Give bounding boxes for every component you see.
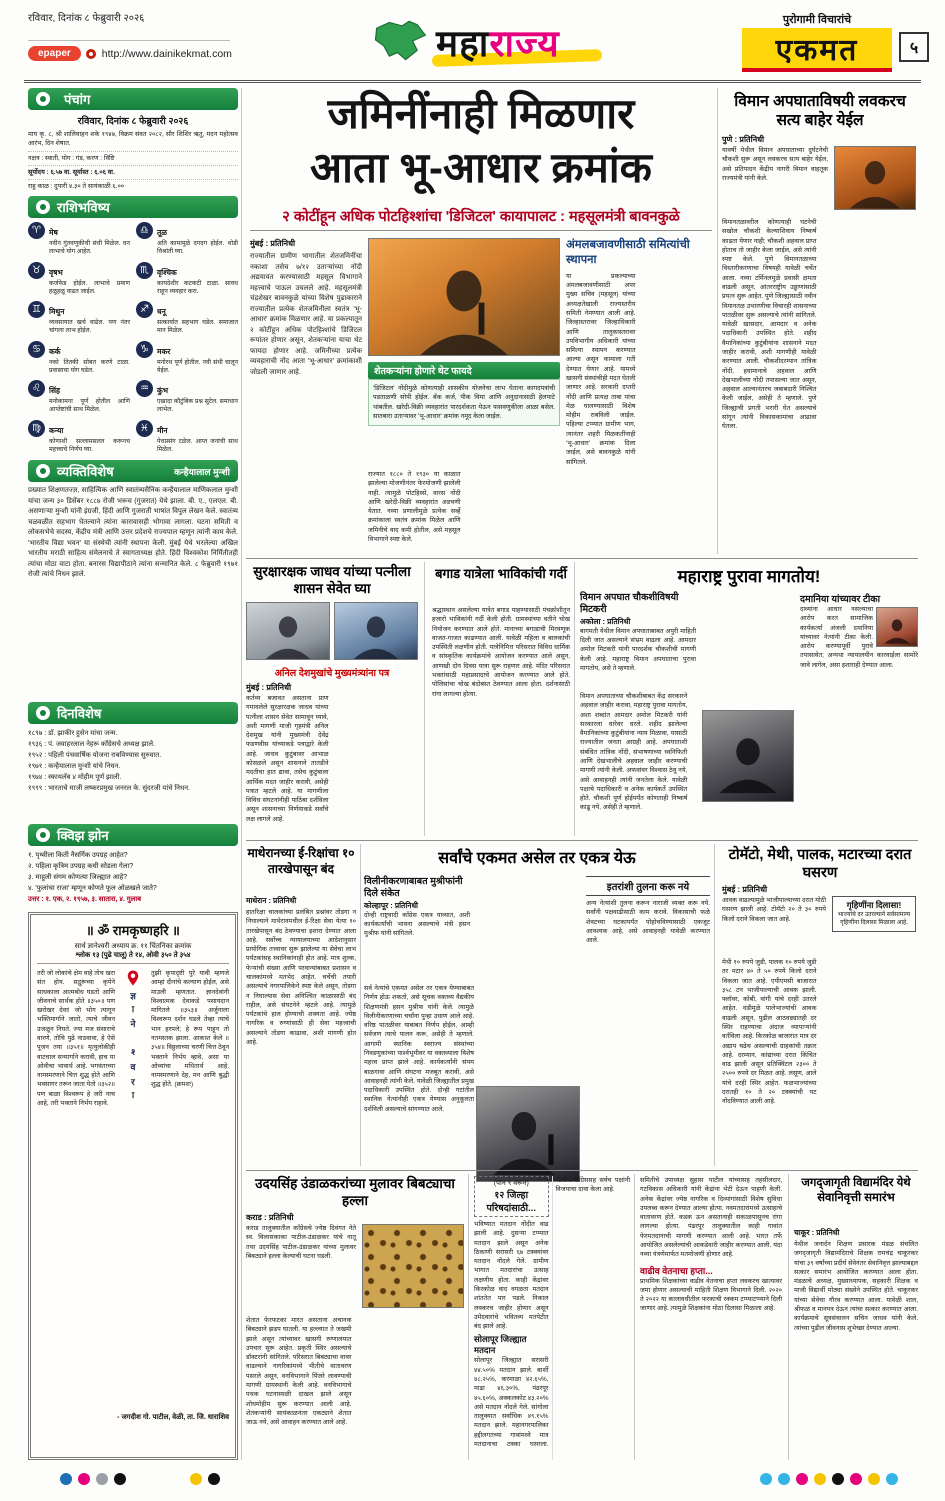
committees-body: या प्रकल्पाच्या अंमलबजावणीसाठी अपर मुख्य सचिव (महसूल) यांच्या अध्यक्षतेखाली राज्यस्तरीय समिती नेमण्यात आली आहे. जिल्हास्तरावर जिल्हाधिकारी आणि तालुकास्तरावर उपविभागीय अधिकारी यांच्या समित्या स्थापन करण्यात आल्या असून कामाला गती देण्यात येणार आहे. यामध्ये खासगी संस्थांचीही मदत घेतली जाणार आहे. सरकारी दप्तरी नोंदी आणि प्रत्यक्ष ताबा यांचा मेळ घालण्यासाठी विशेष मोहीम राबविली जाईल. पहिल्या टप्प्यात ग्रामीण भाग, त्यानंतर शहरी मिळकतींनाही 'भू-आधार' क्रमांक दिला जाईल, असे बावनकुळे यांनी सांगितले. — [566, 272, 636, 466]
quiz-answers: उत्तर : १. एक, २. १९५७, ३. सातारा, ४. गुलाब — [28, 896, 142, 904]
registration-dot — [832, 1473, 844, 1485]
matheran-headline: माथेरानच्या ई-रिक्षांचा १० तारखेपासून बंद — [247, 846, 355, 876]
dinvishesh-item: १९९९ : भारताचे माजी लष्करप्रमुख जनरल के. सुंदरजी यांचे निधन. — [28, 785, 190, 793]
dilasa-box — [832, 896, 916, 932]
bagad-headline: बगाड यात्रेला भाविकांची गर्दी — [435, 566, 567, 581]
quiz-icon — [36, 828, 50, 842]
leo-icon: ♌ — [28, 380, 45, 397]
panchang-sun-times: सूर्योदय : ६.५७ वा. सूर्यास्त : ६.०६ वा. — [28, 166, 238, 180]
dinvishesh-section-header: दिनविशेष — [28, 702, 238, 724]
reg-marks-right — [760, 1472, 904, 1490]
cm-photo — [334, 602, 418, 660]
zp-body-2: सोलापूर जिल्ह्यात सरासरी ४४.५०% मतदान झाले. बार्शी ४८.२५%, करमाळा ४२.६५%, माढा ४६.३०%, पंढरपूर ४५.६०%, अक्कलकोट ४३.२०% असे मतदान नोंदले गेले. सांगोला तालुक्यात सर्वाधिक ४९.१५% मतदान झाले. महानगरपालिका हद्दीलगतच्या गावांमध्ये मात्र मतदानाचा टक्का घसरला. भाजपा-काँग्रेससह सर्वच पक्षांनी विजयाचा दावा केला आहे. — [474, 1177, 630, 1448]
zp-sub-vetan: वाढीव वेतनाचा हप्ता... — [640, 1265, 713, 1276]
dinvishesh-item: १९३६ : पं. जवाहरलाल नेहरू काँग्रेसचे अध्यक्ष झाले. — [28, 741, 156, 749]
veg-body-top: आवक वाढल्यामुळे भाजीपाल्याच्या दरात मोठी घसरण झाली आहे. टोमॅटो २० ते ३० रुपये किलो दराने विकला जात आहे. — [722, 897, 827, 923]
plane-body-top: यावर्षी येथील विमान अपघाताच्या दुर्घटनेची चौकशी सुरू असून लवकरच सत्य बाहेर येईल, असे प्रतिपादन केंद्रीय नागरी विमान वाहतूक राज्यमंत्री यांनी केले. — [722, 147, 828, 182]
dinvishesh-item: १८९७ : डॉ. झाकीर हुसेन यांचा जन्म. — [28, 730, 118, 737]
zp-column-2 — [640, 1176, 782, 1314]
plane-speaker-photo — [834, 146, 916, 210]
pisces-icon: ♓ — [136, 420, 153, 437]
benefits-body: 'डिजिटल' नोंदीमुळे कोणत्याही शासकीय योजनेचा लाभ घेताना कागदपत्रांची पडताळणी सोपी होईल. बँक कर्ज, पीक विमा आणि अनुदानासाठी हेलपाटे थांबतील. खरेदी-विक्री व्यवहारांत पारदर्शकता येऊन फसवणुकीला आळा बसेल. सातबारा उताऱ्यावर 'भू-आधार' क्रमांक नमूद केला जाईल. — [368, 379, 560, 426]
lead-headline-line2: आता भू-आधार क्रमांक — [310, 144, 652, 191]
guard-headline: सुरक्षारक्षक जाधव यांच्या पत्नीला शासन सेवेत घ्या — [253, 564, 411, 596]
masthead-title: महाराज्य — [436, 22, 560, 64]
registration-dot — [114, 1473, 126, 1485]
guard-photos — [246, 602, 418, 660]
registration-dot — [796, 1473, 808, 1485]
purava-body: विमान अपघाताच्या चौकशीबाबत केंद्र सरकारने अहवाल जाहीर करावा, महाराष्ट्र पुरावा मागतोय, अशा शब्दांत आमदार अमोल मिटकरी यांनी सरकारला धारेवर धरले. शहीद झालेल्या वैमानिकांच्या कुटुंबीयांना न्याय मिळावा, यासाठी राज्यातील जनता आग्रही आहे. अपघाताशी संबंधित तांत्रिक नोंदी, संभाषणाच्या ध्वनिफिती आणि देखभालीचे अहवाल जाहीर करण्याची मागणी त्यांनी केली. अफवांवर विश्वास ठेवू नये, असे आवाहनही त्यांनी जनतेला केले. यावेळी पक्षाचे पदाधिकारी व अनेक कार्यकर्ते उपस्थित होते. चौकशी पूर्ण होईपर्यंत कोणताही निष्कर्ष काढू नये, असेही ते म्हणाले. — [580, 693, 688, 812]
benefits-box — [368, 362, 560, 426]
reg-marks-mid — [190, 1472, 226, 1490]
rashi-item: ♒ कुंभ एखादा कौटुंबिक प्रश्न सुटेल. समाधान लाभेल. — [136, 380, 238, 417]
damania-sub-title: दमानिया यांच्यावर टीका — [800, 594, 881, 605]
lead-headline-line1: जमिनींनाही मिळणार — [327, 90, 635, 137]
ekmat-sub — [364, 876, 470, 939]
ekmat-headline: सर्वांचे एकमत असेल तर एकत्र येऊ — [438, 850, 636, 867]
lead-mid-body: राज्यात १८८० ते १९३० या काळात झालेल्या मोजणीनंतर फेरमोजणी झालेली नाही. त्यामुळे पोटहिस्से, वारस नोंदी आणि खरेदी-विक्री व्यवहारांत अडचणी येतात. नव्या प्रणालीमुळे प्रत्येक सर्व्हे क्रमांकाला स्वतंत्र क्रमांक मिळेल आणि जमिनीचे वाद कमी होतील, असे महसूल विभागाने स्पष्ट केले. — [368, 471, 461, 543]
map-pin-icon — [124, 969, 142, 987]
leopard-body: शेतात फेरफटका मारत असताना अचानक बिबट्याने झडप घातली. या हल्ल्यात ते जखमी झाले असून त्यांच्यावर खासगी रुग्णालयात उपचार सुरू आहेत. प्रकृती स्थिर असल्याचे डॉक्टरांनी सांगितले. परिसरात बिबट्याचा वावर वाढल्याने नागरिकांमध्ये भीतीचे वातावरण पसरले असून, वनविभागाने पिंजरे लावण्याची मागणी ग्रामस्थांनी केली आहे. वनविभागाचे पथक घटनास्थळी दाखल झाले असून शोधमोहीम सुरू करण्यात आली आहे. शेतकऱ्यांनी सायंकाळनंतर एकट्याने शेतात जाऊ नये, असे आवाहन करण्यात आले आहे. — [246, 1317, 352, 1427]
rashi-section-header: राशिभविष्य — [28, 196, 238, 218]
guard-subhead: अनिल देशमुखांचे मुख्यमंत्र्यांना पत्र — [274, 668, 390, 679]
scorpio-icon: ♏ — [136, 262, 153, 279]
epaper-badge: epaper — [28, 46, 81, 61]
ram-columns — [37, 969, 229, 1409]
ekmat-byline: कोल्हापूर : प्रतिनिधी — [364, 900, 418, 910]
damania-sub-body: दाव्यांना आधार नसल्याचा आरोप करत सामाजिक कार्यकर्त्या अंजली दमानिया यांच्यावर नेत्यांनी टीका केली. आरोप करण्यापूर्वी पुरावे तपासावेत; अन्यथा न्यायालयीन कारवाईला सामोरे जावे लागेल, असा इशाराही देण्यात आला. — [800, 606, 918, 669]
ekmat-sub-body: दोन्ही राष्ट्रवादी काँग्रेस एकत्र याव्यात, अशी कार्यकर्त्यांची भावना असल्याचे मंत्री हसन मुश्रीफ यांनी सांगितले. — [364, 911, 470, 938]
purava-body-wrap — [580, 692, 918, 834]
sagittarius-icon: ♐ — [136, 301, 153, 318]
jagd-body: येथील जनार्दन शिक्षण प्रसारक मंडळ संचलित जगद्जागृती विद्यामंदिराचे शिक्षक रामचंद्र चाकूरकर यांचा ३९ वर्षांच्या प्रदीर्घ सेवेनंतर सेवानिवृत्त झाल्याबद्दल सत्कार समारंभ आयोजित करण्यात आला होता. मंडळाचे अध्यक्ष, मुख्याध्यापक, सहकारी शिक्षक व माजी विद्यार्थी मोठ्या संख्येने उपस्थित होते. चाकूरकर यांच्या सेवेचा गौरव करण्यात आला. यावेळी शाल, श्रीफळ व मानपत्र देऊन त्यांचा सत्कार करण्यात आला. कार्यक्रमाचे सूत्रसंचालन सचिन जाधव यांनी केले. त्यांच्या पुढील जीवनास शुभेच्छा देण्यात आल्या. — [794, 1241, 918, 1332]
veg-body-wrap — [722, 958, 918, 1162]
zp-body-3: समितीचे उपाध्यक्ष सुहास पाटील यांच्यासह तहसीलदार, गटविकास अधिकारी यांनी केंद्रांना भेटी देऊन पाहणी केली. अनेक केंद्रांवर ज्येष्ठ नागरिक व दिव्यांगांसाठी विशेष सुविधा उपलब्ध करून देण्यात आल्या होत्या. नवमतदारांमध्ये उत्साहाचे वातावरण होते. कडक ऊन असतानाही सकाळपासूनच रांगा लागल्या होत्या. पंढरपूर तालुक्यातील काही गावांत फेरमतदानाची मागणी करण्यात आली आहे. भारत तर्फे आयोजित असलेल्यांची आकडेवारी जाहीर करण्यात आली. यंदा नव्या यंत्रणेमार्फत मतमोजणी होणार आहे. — [640, 1177, 782, 1259]
cancer-icon: ♋ — [28, 341, 45, 358]
rashi-item: ♏ वृश्चिक कायदेशीर कटकटी टाळा. सावध राहून व्यवहार करा. — [136, 262, 238, 299]
zp-column — [474, 1176, 630, 1460]
leopard-top-row — [246, 1224, 464, 1308]
quiz-question: १. पृथ्वीला किती नैसर्गिक उपग्रह आहेत? — [28, 852, 128, 859]
registration-dot — [778, 1473, 790, 1485]
quiz-question: ३. माहुली संगम कोणत्या जिल्ह्यात आहे? — [28, 874, 128, 882]
ram-col-2: तुझी कृपादृष्टी पुरे यावी म्हणजे आम्हां दीनांचे कल्याण होईल, असे माउली म्हणतात. ज्ञानदेवांनी विश्वात्मक देवाकडे पसायदान मागितले ॥३५३॥ अर्जुनाला विश्वरूप दर्शन घडले तेव्हा त्याचे भान हरपले; हे रूप पाहून तो नतमस्तक झाला. आकाश केले ॥३५४॥ विठ्ठलाच्या चरणी चित्त ठेवून भक्ताने निर्भय व्हावे, असा या ओव्यांचा मथितार्थ आहे. नामस्मरणाने देह, मन आणि बुद्धी शुद्ध होते. (क्रमशः) — [151, 970, 229, 1089]
purava-sub1-title: विमान अपघात चौकशीविषयी मिटकरी — [580, 592, 679, 616]
veg-byline: मुंबई : प्रतिनिधी — [722, 885, 768, 894]
dinvishesh-item: १९५२ : पहिली पंचवार्षिक योजना राबविण्यास सुरुवात. — [28, 752, 162, 760]
purava-headline: महाराष्ट्र पुरावा मागतोय! — [677, 567, 821, 586]
epaper-bar — [28, 46, 232, 61]
quiz-question: २. पहिला कृत्रिम उपग्रह कधी सोडला गेला? — [28, 863, 134, 871]
rashi-item: ♉ वृषभ कर्जफेड होईल. लाभाचे प्रमाण हळूहळू वाढत जाईल. — [28, 262, 130, 299]
registration-dot — [60, 1473, 72, 1485]
ekmat-sub-title: विलीनीकरणाबाबत मुश्रीफांनी दिले संकेत — [364, 876, 463, 900]
matheran-body: हातरिक्षा चालकांच्या प्रलंबित प्रश्नांवर तोडगा न निघाल्याने माथेरानमधील ई-रिक्षा सेवा येत्या १० तारखेपासून बंद ठेवण्याचा इशारा देण्यात आला आहे. सर्वोच्च न्यायालयाच्या आदेशानुसार प्रायोगिक तत्त्वावर सुरू झालेल्या या सेवेचा लाभ पर्यटकांसह स्थानिकांनाही होत आहे. मात्र शुल्क, फेऱ्यांची संख्या आणि परवान्यांबाबत प्रशासन व चालकांमध्ये मतभेद आहेत. चर्चेची तयारी असल्याचे नगरपालिकेने स्पष्ट केले असून, तोडगा न निघाल्यास सेवा अनिश्चित काळासाठी बंद राहील, असे संघटनेने म्हटले आहे. त्यामुळे पर्यटकांचे हाल होण्याची शक्यता आहे. ज्येष्ठ नागरिक व रुग्णांसाठी ही सेवा महत्त्वाची असल्याने तोडगा काढावा, अशी मागणी होत आहे. — [246, 909, 356, 1046]
aquarius-icon: ♒ — [136, 380, 153, 397]
dilasa-title: गृहिणींना दिलासा! — [846, 900, 902, 910]
vyakti-person-name: कन्हैयालाल मुन्शी — [174, 466, 230, 477]
rashi-item: ♐ धनू सत्कार्यात सहभाग घडेल. समाजात मान मिळेल. — [136, 301, 238, 338]
panchang-date: रविवार, दिनांक ८ फेब्रुवारी २०२६ — [77, 116, 189, 127]
rashi-item: ♌ सिंह मनोकामना पूर्ण होतील आणि आप्तेष्टांची साथ मिळेल. — [28, 380, 130, 417]
leopard-body-top: कराड तालुक्यातील काँग्रेसचे ज्येष्ठ दिवंगत नेते स्व. विलासकाका पाटील-उंडाळकर यांचे नातू तथा उदयसिंह पाटील-उंडाळकर यांच्या मुलावर बिबट्याने हल्ला केल्याची घटना घडली. — [246, 1225, 356, 1260]
website-link[interactable]: http://www.dainikekmat.com — [101, 47, 232, 60]
bagad-body: श्रद्धास्थान असलेल्या यात्रेत बगाड पाहण्यासाठी पंचक्रोशीतून हजारो भाविकांनी गर्दी केली होती. ग्रामस्थांच्या वतीने चोख नियोजन करण्यात आले होते. मानाच्या बगाडाची मिरवणूक वाजत-गाजत काढण्यात आली. यावेळी महिला व बालकांची उपस्थिती लक्षणीय होती. यात्रेनिमित्त परिसरात विविध धार्मिक व सांस्कृतिक कार्यक्रमांचे आयोजन करण्यात आले असून, आणखी दोन दिवस यात्रा सुरू राहणार आहे. मंदिर परिसरात भक्तांसाठी महाप्रसादाचे आयोजन करण्यात आले होते. पोलिसांचा चोख बंदोबस्त ठेवण्यात आला होता. दर्शनासाठी रांगा लागल्या होत्या. — [432, 607, 570, 698]
registration-dot — [78, 1473, 90, 1485]
registration-dot — [208, 1473, 220, 1485]
vyakti-icon — [36, 464, 50, 478]
pin-label: ज्ञानेश्वरा — [127, 989, 138, 1103]
quiz-question: ४. 'फुलांचा राजा' म्हणून कोणते फूल ओळखले जाते? — [28, 885, 157, 893]
epaper-dot-icon — [86, 49, 96, 59]
panchang-line: नक्षत्र : स्वाती, योग : गंड, करण : विष्टि — [28, 152, 238, 166]
guard-body-wrap — [246, 694, 418, 834]
rashi-icon — [36, 200, 50, 214]
capricorn-icon: ♑ — [136, 341, 153, 358]
ramkrishna-hari-box — [28, 912, 238, 1460]
plane-body: विमानतळावरील कोणत्याही घटनेची सखोल चौकशी केल्याशिवाय निष्कर्ष काढता येणार नाही; चौकशी अहवाल प्राप्त होताच तो जाहीर केला जाईल, असे त्यांनी स्पष्ट केले. पुणे विमानतळाच्या विस्तारीकरणाचा विषयही यावेळी चर्चेत आला. नव्या टर्मिनलमुळे प्रवासी क्षमता वाढली असून, आंतरराष्ट्रीय उड्डाणांसाठी प्रयत्न सुरू आहेत. पुणे जिल्ह्यासाठी नवीन विमानतळ उभारणीचा विचारही शासनाच्या पातळीवर सुरू असल्याचे त्यांनी सांगितले. यावेळी खासदार, आमदार व अनेक पदाधिकारी उपस्थित होते. शहीद वैमानिकांच्या कुटुंबीयांना शासनाने मदत जाहीर करावी, अशी मागणीही यावेळी करण्यात आली. चौकशीदरम्यान तांत्रिक नोंदी, हवामानाचे अहवाल आणि देखभालीच्या नोंदी तपासल्या जात असून, अहवाल आल्यानंतरच जबाबदारी निश्चित केली जाईल, असेही ते म्हणाले. पुणे जिल्ह्याची प्रगती भरारी घेत असल्याचे सांगून त्यांनी विकासकामांचा आढावा घेतला. — [722, 219, 817, 431]
header-rule — [24, 80, 921, 83]
rashi-item: ♍ कन्या कोणाशी सल्लामसलत करूनच महत्त्वाचे निर्णय घ्या. — [28, 420, 130, 457]
zp-title: १२ जिल्हा परिषदांसाठी... — [486, 1190, 537, 1214]
brand-logo: एकमत — [742, 28, 892, 72]
lead-mid-body-wrap — [368, 470, 560, 554]
lead-byline: मुंबई : प्रतिनिधी — [250, 239, 296, 248]
lead-minister-photo — [368, 238, 560, 356]
panchang-section-header: पंचांग — [28, 88, 238, 110]
quiz-section-header: क्विझ झोन — [28, 824, 238, 846]
zp-continuation-box — [474, 1176, 549, 1217]
registration-dot — [814, 1473, 826, 1485]
ram-title: ॥ ॐ रामकृष्णहरि ॥ — [86, 923, 180, 938]
purava-sub1-byline: अकोला : प्रतिनिधी — [580, 616, 631, 626]
masthead — [372, 8, 612, 78]
registration-dot — [886, 1473, 898, 1485]
lead-right-zone — [566, 238, 712, 548]
damania-photo — [876, 607, 918, 647]
rashi-grid — [28, 222, 238, 456]
plane-top-row — [722, 146, 918, 210]
purava-sub1-body: बागमती येथील विमान अपघाताबाबत अपुरी माहिती दिली जात असल्याने संभ्रम वाढला आहे. आमदार अमोल मिटकरी यांनी पारदर्शक चौकशीची मागणी केली आहे. महाराष्ट्र विमान अपघाताचा पुरावा मागतोय, असे ते म्हणाले. — [580, 627, 696, 672]
gemini-icon: ♊ — [28, 301, 45, 318]
zp-body-4: प्राथमिक शिक्षकांच्या वाढीव वेतनाचा हप्ता लवकरच खात्यावर जमा होणार असल्याची माहिती शिक्षण विभागाने दिली. २०२० ते २०२२ या कालावधीतील फरकाची रक्कम टप्प्याटप्प्याने दिली जाणार आहे. त्यामुळे शिक्षकांना मोठा दिलासा मिळाला आहे. — [640, 1277, 782, 1313]
zp-body-1: भविष्यात मतदान नोंदीत वाढ झाली आहे. दुसऱ्या टप्प्यात मतदान झाले असून अनेक ठिकाणी सरासरी ६७ टक्क्यांवर मतदान नोंदले गेले. ग्रामीण भागात मतदारांचा उत्साह लक्षणीय होता. काही केंद्रांवर किरकोळ वाद वगळता मतदान शांततेत पार पडले. निकाल लवकरच जाहीर होणार असून उमेदवारांचे भवितव्य मतपेटीत बंद झाले आहे. — [474, 1221, 549, 1331]
rashi-item: ♓ मीन पेचप्रसंग टळेल. आप्त जनांची साथ मिळेल. — [136, 420, 238, 457]
leopard-byline: कराड : प्रतिनिधी — [246, 1213, 294, 1222]
rashi-item: ♊ मिथुन व्यवसायात खर्च वाढेल. पण नंतर चांगला लाभ होईल. — [28, 301, 130, 338]
guard-body: कर्तव्य बजावत असताना प्राण गमावलेले सुरक्षारक्षक जाधव यांच्या पत्नीला शासन सेवेत सामावून घ्यावे, अशी मागणी माजी गृहमंत्री अनिल देशमुख यांनी मुख्यमंत्री देवेंद्र फडणवीस यांच्याकडे पत्राद्वारे केली आहे. जाधव कुटुंबावर आभाळ कोसळले असून शासनाने तातडीने मदतीचा हात द्यावा, तसेच कुटुंबाला आर्थिक मदत जाहीर करावी, असेही पत्रात म्हटले आहे. या मागणीला विविध संघटनांनीही पाठिंबा दर्शविला असून शासनाच्या निर्णयाकडे सर्वांचे लक्ष लागले आहे. — [246, 695, 329, 823]
jagd-byline: चाकूर : प्रतिनिधी — [794, 1228, 840, 1237]
taurus-icon: ♉ — [28, 262, 45, 279]
zp-sub-solapur: सोलापूर जिल्ह्यात मतदान — [474, 1334, 527, 1356]
ram-subtitle-1: सार्थ ज्ञानेश्वरी अध्याय क्र. ११ चिंतनिका क्रमांक — [74, 943, 192, 950]
registration-dot — [760, 1473, 772, 1485]
dilasa-body: भाज्यांचे दर उतरल्याने सर्वसामान्य गृहिणींना दिलासा मिळाला आहे. — [837, 912, 911, 927]
deshmukh-photo — [246, 602, 330, 660]
rashi-item: ♑ मकर मनोरथ पूर्ण होतील. नवी संधी चालून येईल. — [136, 341, 238, 378]
virgo-icon: ♍ — [28, 420, 45, 437]
dinvishesh-item: १९७४ : स्कायलॅब ४ मोहीम पूर्ण झाली. — [28, 774, 122, 782]
purava-sub1 — [580, 592, 696, 673]
lead-column-1 — [250, 238, 362, 556]
leopard-body-wrap — [246, 1316, 464, 1460]
libra-icon: ♎ — [136, 222, 153, 239]
matheran-byline: माथेरान : प्रतिनिधी — [246, 896, 297, 905]
committees-body-wrap — [566, 272, 712, 548]
veg-body: मेथी १० रुपये जुडी, पालक १० रुपये जुडी तर मटार ४० ते ५० रुपये किलो दराने विकला जात आहे. एपीएमसी बाजारात ३५८ टन भाजीपाल्याची आवक झाली. फ्लॉवर, कोबी, वांगी यांचे दरही उतरले आहेत. थंडीमुळे पालेभाज्यांची आवक वाढली असून, पुढील आठवड्यातही दर स्थिर राहण्याचा अंदाज व्यापाऱ्यांनी वर्तविला आहे. किरकोळ बाजारात मात्र दर अद्याप चढेच असल्याची ग्राहकांची तक्रार आहे. दरम्यान, कांद्याच्या दरात किंचित वाढ झाली असून प्रतिक्विंटल २३०० ते २५०० रुपये दर मिळत आहे. लसूण, आले यांचे दरही स्थिर आहेत. फळभाज्यांच्या दरातही १० ते २० टक्क्यांची घट नोंदविण्यात आली आहे. — [722, 959, 817, 1106]
edition-date: रविवार, दिनांक ८ फेब्रुवारी २०२६ — [28, 13, 145, 24]
purava-sub2 — [800, 592, 918, 670]
brand-tagline: पुरोगामी विचारांचे — [782, 14, 852, 26]
dinvishesh-item: १९७१ : कन्हैयालाल मुन्शी यांचे निधन. — [28, 763, 121, 771]
veg-headline: टोमॅटो, मेथी, पालक, मटारच्या दरात घसरण — [728, 847, 912, 882]
panchang-body — [28, 128, 238, 193]
reg-marks-left — [60, 1472, 132, 1490]
benefits-title: शेतकऱ्यांना होणारे थेट फायदे — [368, 362, 560, 379]
zp-note: (पान ९ वरून) — [493, 1180, 529, 1187]
registration-dot — [190, 1473, 202, 1485]
ekmat-body-wrap — [364, 984, 710, 1162]
plane-headline: विमान अपघाताविषयी लवकरच सत्य बाहेर येईल — [734, 93, 906, 130]
ram-signature: - जगदीश गो. पाटील, वेळी, ता. जि. धाराशिव — [117, 1414, 229, 1421]
lead-subhead: २ कोटींहून अधिक पोटहिश्शांचा 'डिजिटल' कायापालट : महसूलमंत्री बावनकुळे — [282, 209, 680, 225]
tulna-box-body: अन्य नेत्यांशी तुलना करून नाराजी व्यक्त करू नये. सर्वांनी पक्षवाढीसाठी काम करावे. विकासाची फळे शेवटच्या घटकापर्यंत पोहोचविण्यासाठी एकजूट आवश्यक आहे, असे आवाहनही यावेळी करण्यात आले. — [586, 900, 710, 945]
registration-dot — [850, 1473, 862, 1485]
ekmat-body: सर्व नेत्यांचे एकमत असेल तर एकत्र येण्याबाबत निर्णय होऊ शकतो, असे सूचक वक्तव्य वैद्यकीय शिक्षणमंत्री हसन मुश्रीफ यांनी केले. त्यामुळे विलीनीकरणाच्या चर्चांना पुन्हा उधाण आले आहे. वरिष्ठ पातळीवर याबाबत निर्णय होईल, आम्ही सर्वजण त्याचे पालन करू, असेही ते म्हणाले. आगामी स्थानिक स्वराज्य संस्थांच्या निवडणुकांच्या पार्श्वभूमीवर या वक्तव्याला विशेष महत्त्व प्राप्त झाले आहे. कार्यकर्त्यांनी संयम बाळगावा आणि संघटना मजबूत करावी, असे आवाहनही त्यांनी केले. यावेळी जिल्ह्यातील प्रमुख पदाधिकारी उपस्थित होते. दोन्ही गटांतील स्थानिक नेत्यांनीही एकत्र येण्यास अनुकूलता दर्शविली असल्याचे सांगण्यात आले. — [364, 985, 474, 1113]
vyakti-section-header: व्यक्तिविशेष कन्हैयालाल मुन्शी — [28, 460, 238, 482]
aries-icon: ♈ — [28, 222, 45, 239]
maharashtra-map-icon — [372, 17, 430, 70]
panchang-line: माघ कृ. ८, श्री शालिवाहन शके १९४७, विक्रम संवत २०८२, सौर शिशिर ऋतु, मदन महोत्सव आरंभ, दिन शेषात. — [28, 128, 238, 152]
dinvishesh-list — [28, 728, 238, 794]
registration-dot — [96, 1473, 108, 1485]
vyakti-body: प्रख्यात शिक्षणतज्ज्ञ, साहित्यिक आणि स्वातंत्र्यसैनिक कन्हैयालाल माणिकलाल मुन्शी यांचा जन्म ३० डिसेंबर १८८७ रोजी भरूच (गुजरात) येथे झाला. बी. ए., एलएल. बी. असणाऱ्या मुन्शी यांनी इंग्रजी, हिंदी आणि गुजराती भाषांत विपुल लेखन केले. स्वातंत्र्य चळवळीत सहभाग घेतल्याने त्यांना कारावासही भोगावा लागला. घटना समिती व लोकसभेचे सदस्य, केंद्रीय मंत्री आणि उत्तर प्रदेशचे राज्यपाल म्हणून त्यांनी काम केले. 'भारतीय विद्या भवन' या संस्थेची त्यांनी स्थापना केली. मुंबई येथे भरलेल्या अखिल भारतीय मराठी साहित्य संमेलनाचे ते स्वागताध्यक्ष होते. हिंदी विश्वकोश निर्मितीतही त्यांचा मोठा वाटा होता. बनारस विद्यापीठाने त्यांना सन्मानित केले. ८ फेब्रुवारी १९७१ रोजी त्यांचे निधन झाले. — [28, 487, 238, 578]
leopard-headline: उदयसिंह उंडाळकरांच्या मुलावर बिबट्याचा हल्ला — [255, 1176, 455, 1208]
rashi-item: ♈ मेष नवीन गुंतवणुकीची संधी मिळेल. धन लाभाचे योग आहेत. — [28, 222, 130, 259]
plane-body-wrap — [722, 218, 918, 552]
leopard-photo — [362, 1224, 464, 1308]
ram-subtitle-2: श्लोक १३ (पुढे चालू) ते १४, ओवी ३५० ते ३५४ — [37, 951, 229, 964]
lead-body-1: राज्यातील ग्रामीण भागातील शेतजमिनींचा नकाशा तसेच ७/१२ उताऱ्यांच्या नोंदी अद्ययावत करण्यासाठी महसूल विभागाने महत्त्वाचे पाऊल उचलले आहे. महसूलमंत्री चंद्रशेखर बावनकुळे यांच्या विशेष पुढाकाराने राज्यातील प्रत्येक शेतजमिनीला स्वतंत्र 'भू-आधार' क्रमांक मिळणार आहे. या प्रकल्पातून २ कोटींहून अधिक पोटहिश्शांचे डिजिटल रूपांतर होणार असून, शेतकऱ्यांना याचा थेट फायदा होणार आहे. जमिनीच्या प्रत्येक व्यवहाराची नोंद आता 'भू-आधार' क्रमांकाशी जोडली जाणार आहे. — [250, 253, 362, 376]
guard-byline: मुंबई : प्रतिनिधी — [246, 683, 292, 692]
dnyaneshwari-pin — [120, 969, 146, 1409]
rashi-item: ♎ तूळ अति कामामुळे दगदग होईल. थोडी विश्रांती घ्या. — [136, 222, 238, 259]
page-number: ५ — [899, 32, 929, 62]
dinvishesh-icon — [36, 706, 50, 720]
panchang-icon — [36, 92, 50, 106]
veg-top-row — [722, 896, 918, 932]
jagd-headline: जगद्जागृती विद्यामंदिर येथे सेवानिवृत्ती समारंभ — [801, 1177, 911, 1204]
tulna-box-title: इतरांशी तुलना करू नये — [586, 876, 710, 896]
tulna-box — [586, 876, 710, 945]
quiz-body — [28, 850, 238, 905]
rashi-item: ♋ कर्क नको तितकी सोबत करणे टाळा. प्रवासाचा योग घडेल. — [28, 341, 130, 378]
plane-byline: पुणे : प्रतिनिधी — [722, 135, 765, 144]
committees-subhead: अंमलबजावणीसाठी समित्यांची स्थापना — [566, 239, 690, 266]
panchang-rahu-kal: राहु काळ : दुपारी ४.३० ते सायंकाळी ६.०० — [28, 183, 125, 191]
registration-dot — [868, 1473, 880, 1485]
ram-col-1: तरी जो लोकांचे क्षेम वाहे तोच खरा संत होय. सद्गुरूंच्या कृपेने साधकाला आत्मबोध घडतो आणि जीवनाचे सार्थक होते ॥३५०॥ पण खरोखर देवा! जो भोग त्यागून भक्तिमार्गाने जातो, त्याचे जीवन उजळून निघते. ज्या मज संसाराचे वारणे, तोचि पुढे नाठवावा, हे ऐसे पूजन तया ॥३५१॥ मृत्युलोकीही वाटचाल सन्मार्गाने करावी, हाच या ओवीचा भावार्थ आहे. भगवंताच्या नामस्मरणाने चित्त शुद्ध होते आणि भवसागर तरून जाता येतो ॥३५२॥ पण बाळा विश्वरूप हे जरी नाच आहे, तरी भक्ताने निर्भय राहावे. — [37, 970, 115, 1107]
